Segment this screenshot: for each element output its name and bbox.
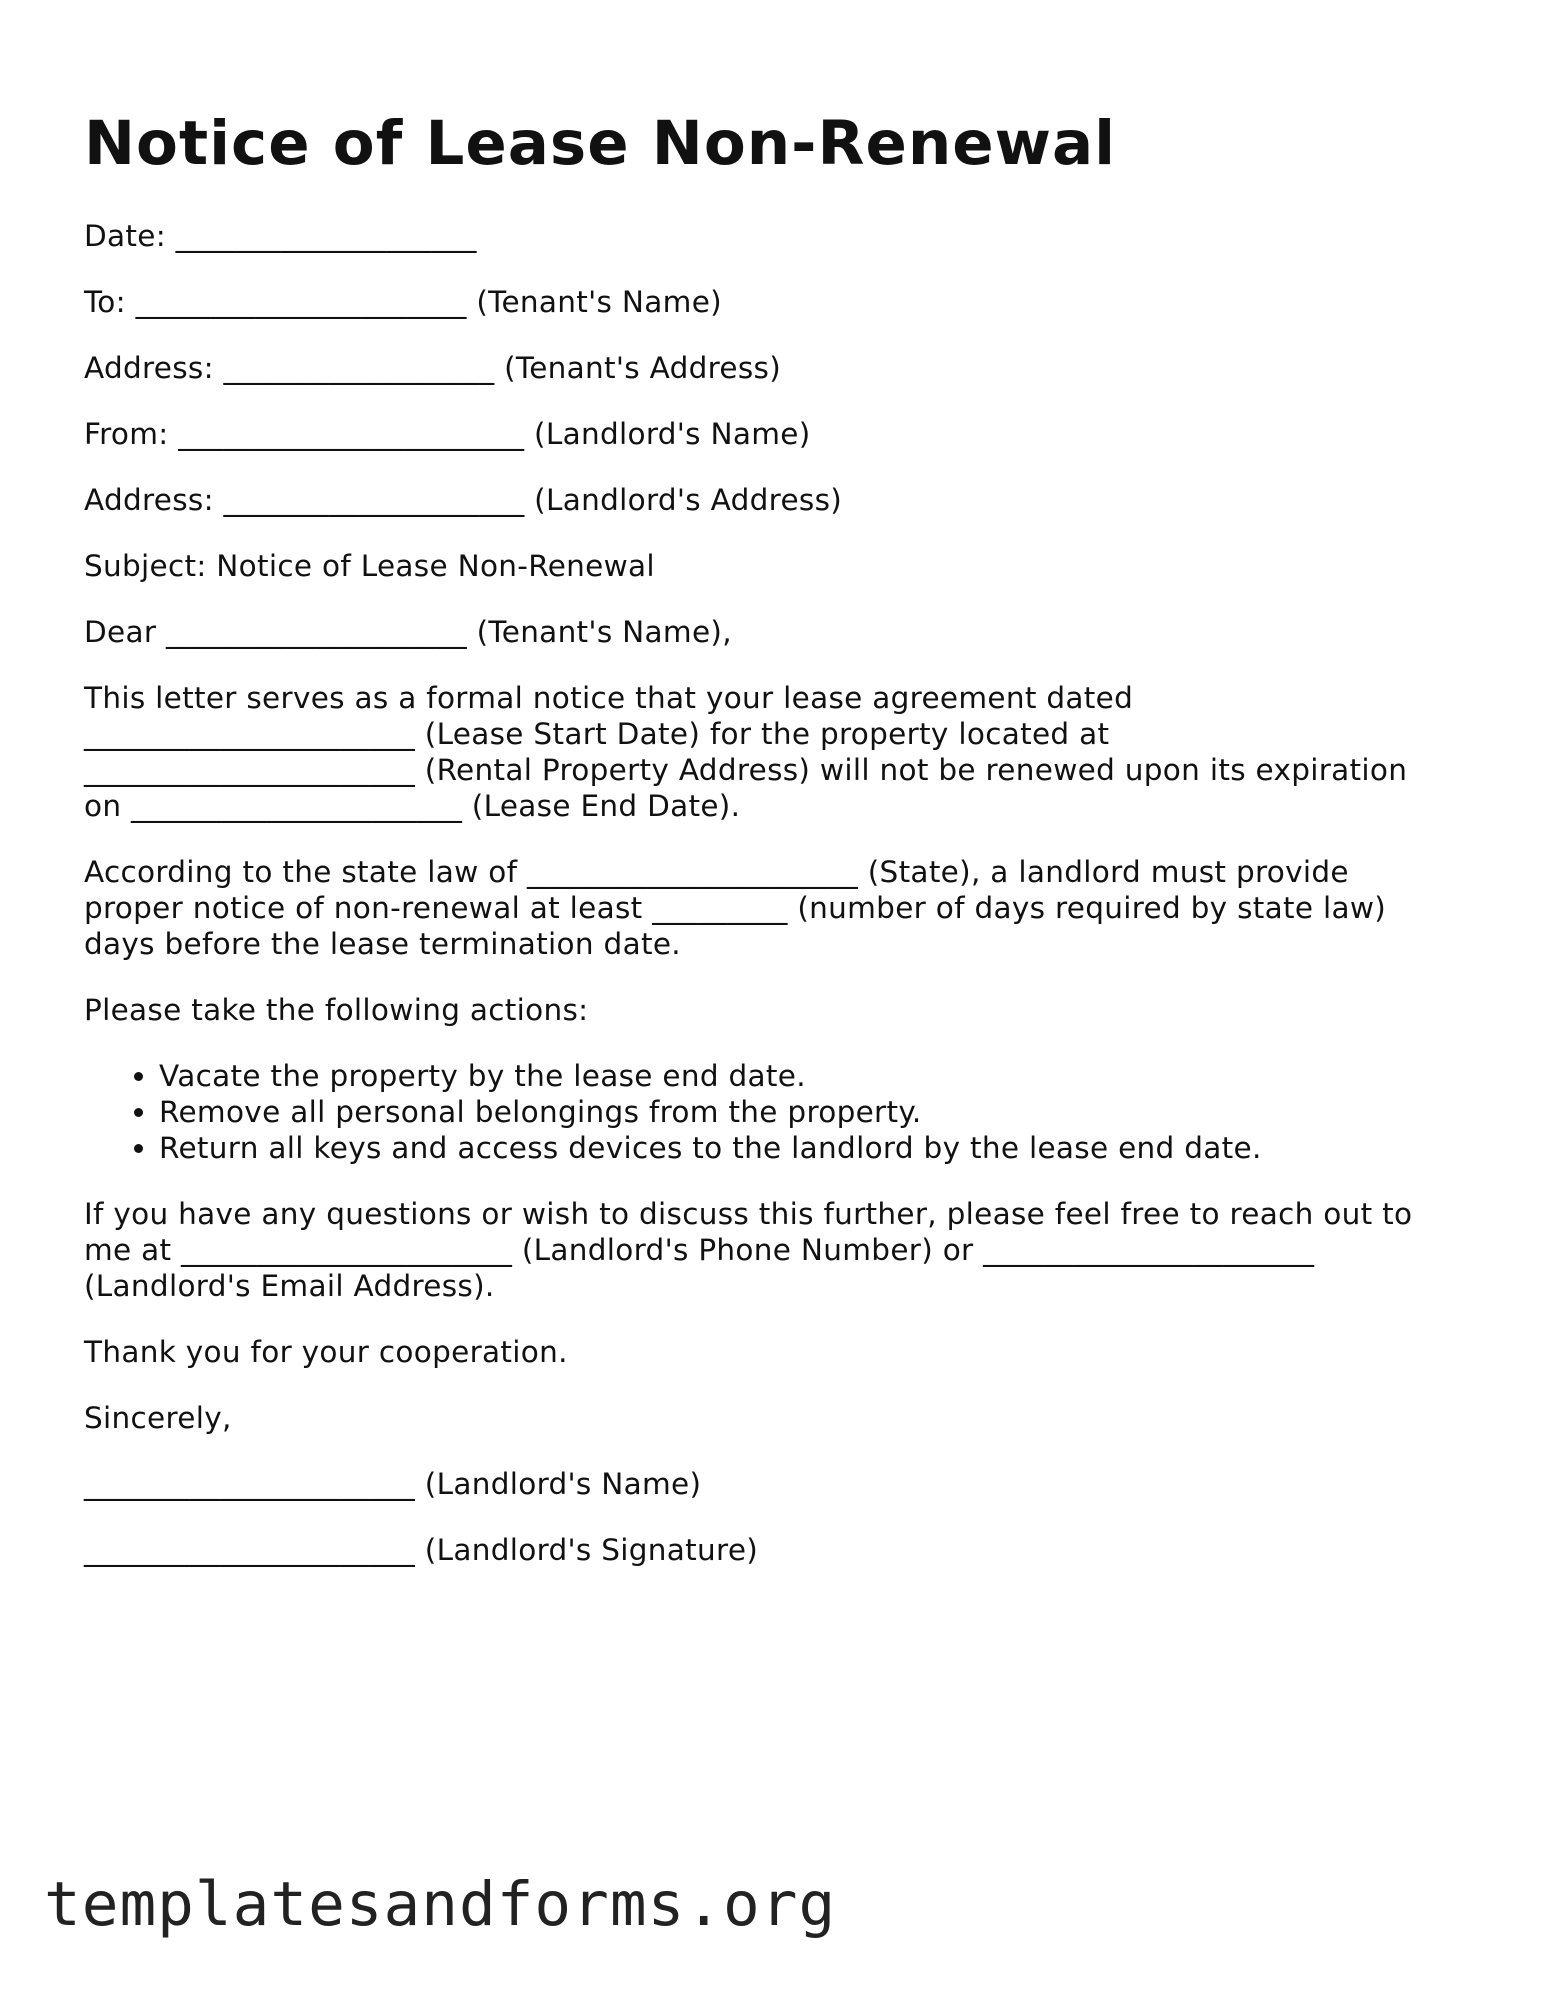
signature-text: ______________________ (Landlord's Signature) — [84, 1533, 759, 1567]
closing-line — [84, 1400, 1464, 1436]
watermark: templatesandforms.org — [44, 1869, 837, 1940]
lease-line-3: ______________________ (Rental Property Address) will not be renewed upon its expiration — [84, 753, 1408, 787]
lease-line-4: on ______________________ (Lease End Date). — [84, 789, 741, 823]
signature-line — [84, 1532, 1464, 1568]
subject-line — [84, 548, 1464, 584]
to-line — [84, 284, 1464, 320]
to-text: To: ______________________ (Tenant's Name) — [84, 285, 722, 319]
law-paragraph — [84, 854, 1464, 962]
landlord-address-line — [84, 482, 1464, 518]
list-item: • Vacate the property by the lease end date. — [159, 1058, 1464, 1094]
tenant-address-text: Address: __________________ (Tenant's Address) — [84, 351, 782, 385]
document-body — [84, 218, 1464, 1598]
law-line-3: days before the lease termination date. — [84, 927, 681, 961]
contact-line-2: me at ______________________ (Landlord's Phone Number) or ______________________ — [84, 1233, 1315, 1267]
actions-intro — [84, 992, 1464, 1028]
lease-line-2: ______________________ (Lease Start Date) for the property located at — [84, 717, 1110, 751]
from-text: From: _______________________ (Landlord's Name) — [84, 417, 811, 451]
lease-line-1: This letter serves as a formal notice that your lease agreement dated — [84, 681, 1134, 715]
thanks-text: Thank you for your cooperation. — [84, 1335, 568, 1369]
document-title: Notice of Lease Non-Renewal — [84, 108, 1117, 179]
actions-list — [84, 1058, 1464, 1166]
contact-line-1: If you have any questions or wish to discuss this further, please feel free to reach out to — [84, 1197, 1413, 1231]
landlord-address-text: Address: ____________________ (Landlord's Address) — [84, 483, 843, 517]
lease-paragraph — [84, 680, 1464, 824]
tenant-address-line — [84, 350, 1464, 386]
list-item: • Remove all personal belongings from the property. — [159, 1094, 1464, 1130]
greeting-line — [84, 614, 1464, 650]
law-line-2: proper notice of non-renewal at least _________ (number of days required by state law) — [84, 891, 1387, 925]
signature-name-text: ______________________ (Landlord's Name) — [84, 1467, 702, 1501]
subject-text: Subject: Notice of Lease Non-Renewal — [84, 549, 655, 583]
closing-text: Sincerely, — [84, 1401, 232, 1435]
thanks-line — [84, 1334, 1464, 1370]
date-text: Date: ____________________ — [84, 219, 477, 253]
contact-line-3: (Landlord's Email Address). — [84, 1269, 495, 1303]
contact-paragraph — [84, 1196, 1464, 1304]
signature-name-line — [84, 1466, 1464, 1502]
actions-intro-text: Please take the following actions: — [84, 993, 589, 1027]
law-line-1: According to the state law of ______________________ (State), a landlord must provide — [84, 855, 1349, 889]
greeting-text: Dear ____________________ (Tenant's Name), — [84, 615, 732, 649]
date-line — [84, 218, 1464, 254]
list-item: • Return all keys and access devices to the landlord by the lease end date. — [159, 1130, 1464, 1166]
from-line — [84, 416, 1464, 452]
